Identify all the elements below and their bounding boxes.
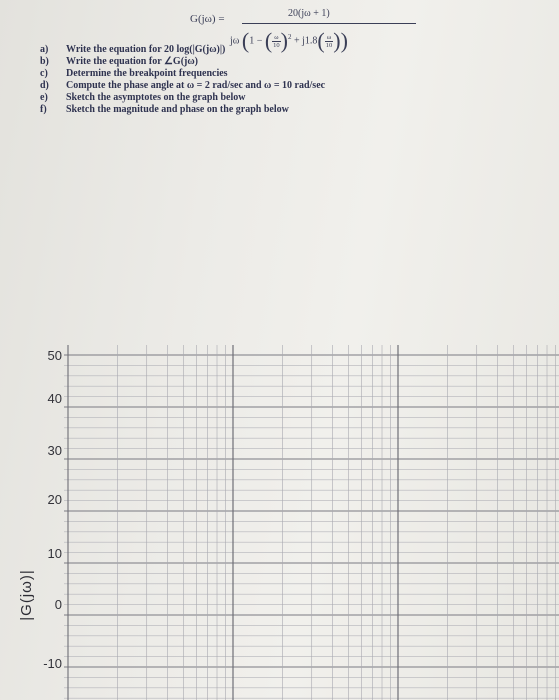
grid-svg — [64, 345, 559, 700]
equation-lhs: G(jω) = — [190, 13, 225, 25]
omega-over-ten-2: $\frac{\omega}{10}$ — [325, 33, 333, 49]
task-item: c) Determine the breakpoint frequencies — [40, 68, 228, 79]
task-list — [40, 44, 540, 116]
square-exponent: 2 — [288, 32, 292, 41]
fraction-bar — [242, 23, 416, 24]
task-item: b) Write the equation for ∠G(jω) — [40, 56, 198, 67]
task-item: a) Write the equation for 20 log(|G(jω)|) — [40, 44, 226, 55]
den-prefix: jω — [230, 35, 240, 47]
equation-numerator: 20(jω + 1) — [288, 8, 330, 19]
y-axis-label: |G(jω)| — [18, 569, 35, 621]
task-item: d) Compute the phase angle at ω = 2 rad/sec and ω = 10 rad/sec — [40, 80, 326, 91]
equation-denominator: jω (1 − ( $\frac{\omega}{10}$ )$^2$ + j1.8( $\frac{\omega}{10}$ )) — [230, 28, 348, 53]
den-plus: + j1.8 — [294, 35, 318, 47]
den-one-minus: 1 − — [249, 35, 263, 47]
omega-over-ten: $\frac{\omega}{10}$ — [273, 33, 280, 49]
y-tick-label: 10 — [47, 546, 62, 561]
y-tick-label: 30 — [47, 443, 62, 458]
task-item: f) Sketch the magnitude and phase on the graph below — [40, 104, 289, 115]
y-tick-label: 50 — [47, 348, 62, 363]
semilog-graph-grid — [64, 345, 559, 700]
y-tick-label: 0 — [54, 597, 62, 612]
y-tick-label: 20 — [47, 492, 62, 507]
task-item: e) Sketch the asymptotes on the graph below — [40, 92, 246, 103]
y-tick-label: -10 — [43, 656, 62, 671]
y-tick-label: 40 — [47, 391, 62, 406]
